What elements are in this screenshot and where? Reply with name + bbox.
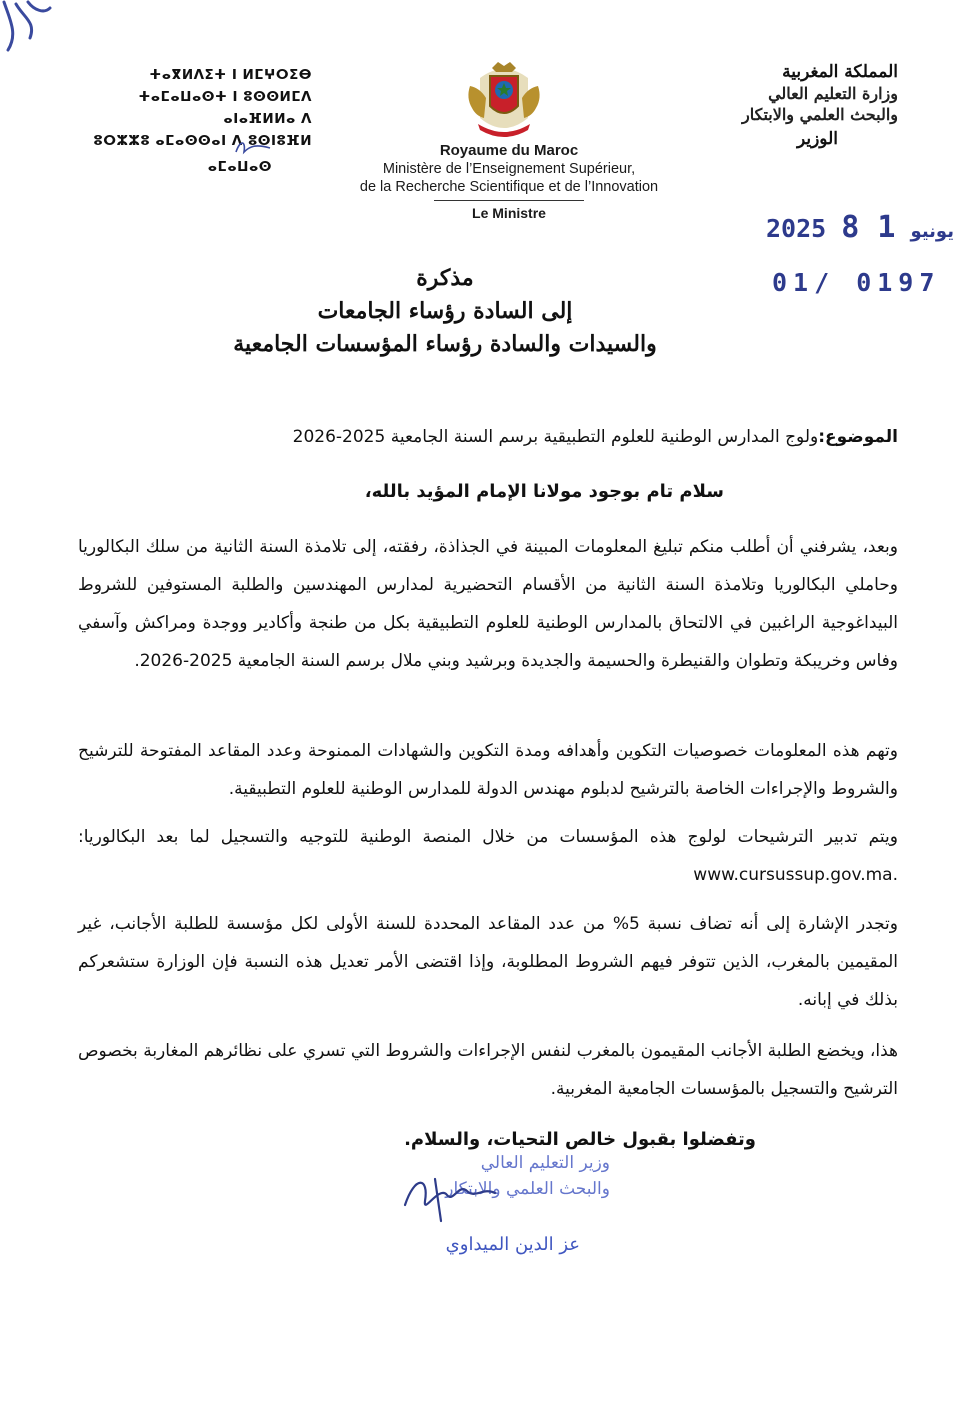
tifinagh-minister: ⴰⵎⴰⵡⴰⵙ (207, 159, 272, 175)
paragraph-1: وبعد، يشرفني أن أطلب منكم تبليغ المعلومات المبينة في الجذاذة، رفقته، إلى تلامذة السنة الثانية من سلك البكالوريا وحاملي البكالوريا وتلامذة السنة الثانية من الأقسام التحضيرية لمدارس المهندسين والطلبة المستوفين للشروط البيداغوجية الراغبين في الالتحاق بالمدارس الوطنية للعلوم التطبيقية بكل من طنجة وأكادير ووجدة ومراكش وآسفي وفاس وخريبكة وتطوان والقنيطرة والحسيمة والجديدة وبرشيد وبني ملال برسم السنة الجامعية 2025-2026. (78, 537, 898, 671)
paragraph-2: وتهم هذه المعلومات خصوصيات التكوين وأهدافه ومدة التكوين والشهادات الممنوحة وعدد المقاعد المفتوحة للترشيح والشروط والإجراءات الخاصة بالترشيح لدبلوم مهندس الدولة للمدارس الوطنية للعلوم التطبيقية. (78, 741, 898, 799)
signature-stamp-line1: وزير التعليم العالي (480, 1153, 610, 1173)
tifinagh-ministry-line1: ⵜⴰⵎⴰⵡⴰⵙⵜ ⵏ ⵓⵙⵙⵍⵎⴷ ⴰⵏⴰⴼⵍⵍⴰ ⴷ (138, 89, 312, 127)
greeting: سلام تام بوجود مولانا الإمام المؤيد بالله، (364, 481, 724, 502)
paraph-initial-icon (232, 136, 272, 158)
subject-line (78, 424, 898, 450)
arabic-kingdom: المملكة المغربية (782, 62, 898, 82)
header-french (300, 142, 718, 223)
french-minister: Le Ministre (434, 200, 584, 222)
closing-line: وتفضلوا بقبول خالص التحيات، والسلام. (404, 1129, 756, 1150)
tifinagh-kingdom: ⵜⴰⴳⵍⴷⵉⵜ ⵏ ⵍⵎⵖⵔⵉⴱ (149, 67, 312, 83)
french-ministry-line1: Ministère de l’Enseignement Supérieur, (382, 161, 636, 177)
paragraph-5: هذا، ويخضع الطلبة الأجانب المقيمون بالمغرب لنفس الإجراءات والشروط التي تسري على نظائرهم المغاربة بخصوص الترشيح والتسجيل بالمؤسسات الجامعية المغربية. (78, 1041, 898, 1099)
tifinagh-ministry-line2: ⵓⵔⵣⵣⵓ ⴰⵎⴰⵙⵙⴰⵏ ⴷ ⵓⵙⵏⵓⴼⵍ (93, 133, 312, 149)
header-tifinagh (62, 64, 312, 178)
signature-stamp-line2: والبحث العلمي والابتكار (445, 1179, 610, 1199)
memo-title-line1: مذكرة (416, 265, 474, 291)
paragraph-3 (78, 818, 898, 894)
platform-url: www.cursussup.gov.ma. (693, 865, 898, 885)
paragraph-3-text: ويتم تدبير الترشيحات لولوج هذه المؤسسات من خلال المنصة الوطنية للتوجيه والتسجيل لما بعد البكالوريا: (78, 827, 898, 847)
date-stamp-year: 2025 (766, 214, 827, 243)
french-ministry-line2: de la Recherche Scientifique et de l’Innovation (359, 179, 659, 195)
corner-scribble (0, 0, 56, 56)
french-kingdom: Royaume du Maroc (439, 142, 579, 159)
arabic-ministry-line1: وزارة التعليم العالي (768, 84, 898, 103)
header-arabic (638, 62, 898, 150)
date-stamp-day: 1 8 (841, 210, 896, 245)
date-stamp (766, 210, 954, 245)
memo-title-line3: والسيدات والسادة رؤساء المؤسسات الجامعية (233, 331, 657, 357)
memo-title-line2: إلى السادة رؤساء الجامعات (317, 298, 573, 324)
handwritten-signature-icon (395, 1165, 505, 1225)
subject-text: ولوج المدارس الوطنية للعلوم التطبيقية برسم السنة الجامعية 2025-2026 (292, 427, 819, 447)
reference-stamp: 01/ 0197 (772, 268, 941, 297)
memo-title (180, 262, 710, 361)
paragraph-4: وتجدر الإشارة إلى أنه تضاف نسبة 5% من عدد المقاعد المحددة للسنة الأولى لكل مؤسسة للطلبة الأجانب، غير المقيمين بالمغرب، الذين تتوفر فيهم الشروط المطلوبة، وإذا اقتضى الأمر تعديل هذه النسبة فإن الوزارة ستشعركم بذلك في إبانه. (78, 914, 898, 1010)
coat-of-arms-icon (458, 58, 550, 142)
arabic-minister: الوزير (796, 129, 838, 149)
arabic-ministry-line2: والبحث العلمي والابتكار (742, 105, 898, 124)
minister-name: عز الدين الميداوي (445, 1234, 580, 1255)
subject-label: الموضوع: (818, 427, 898, 447)
date-stamp-month: يونيو (910, 221, 954, 242)
